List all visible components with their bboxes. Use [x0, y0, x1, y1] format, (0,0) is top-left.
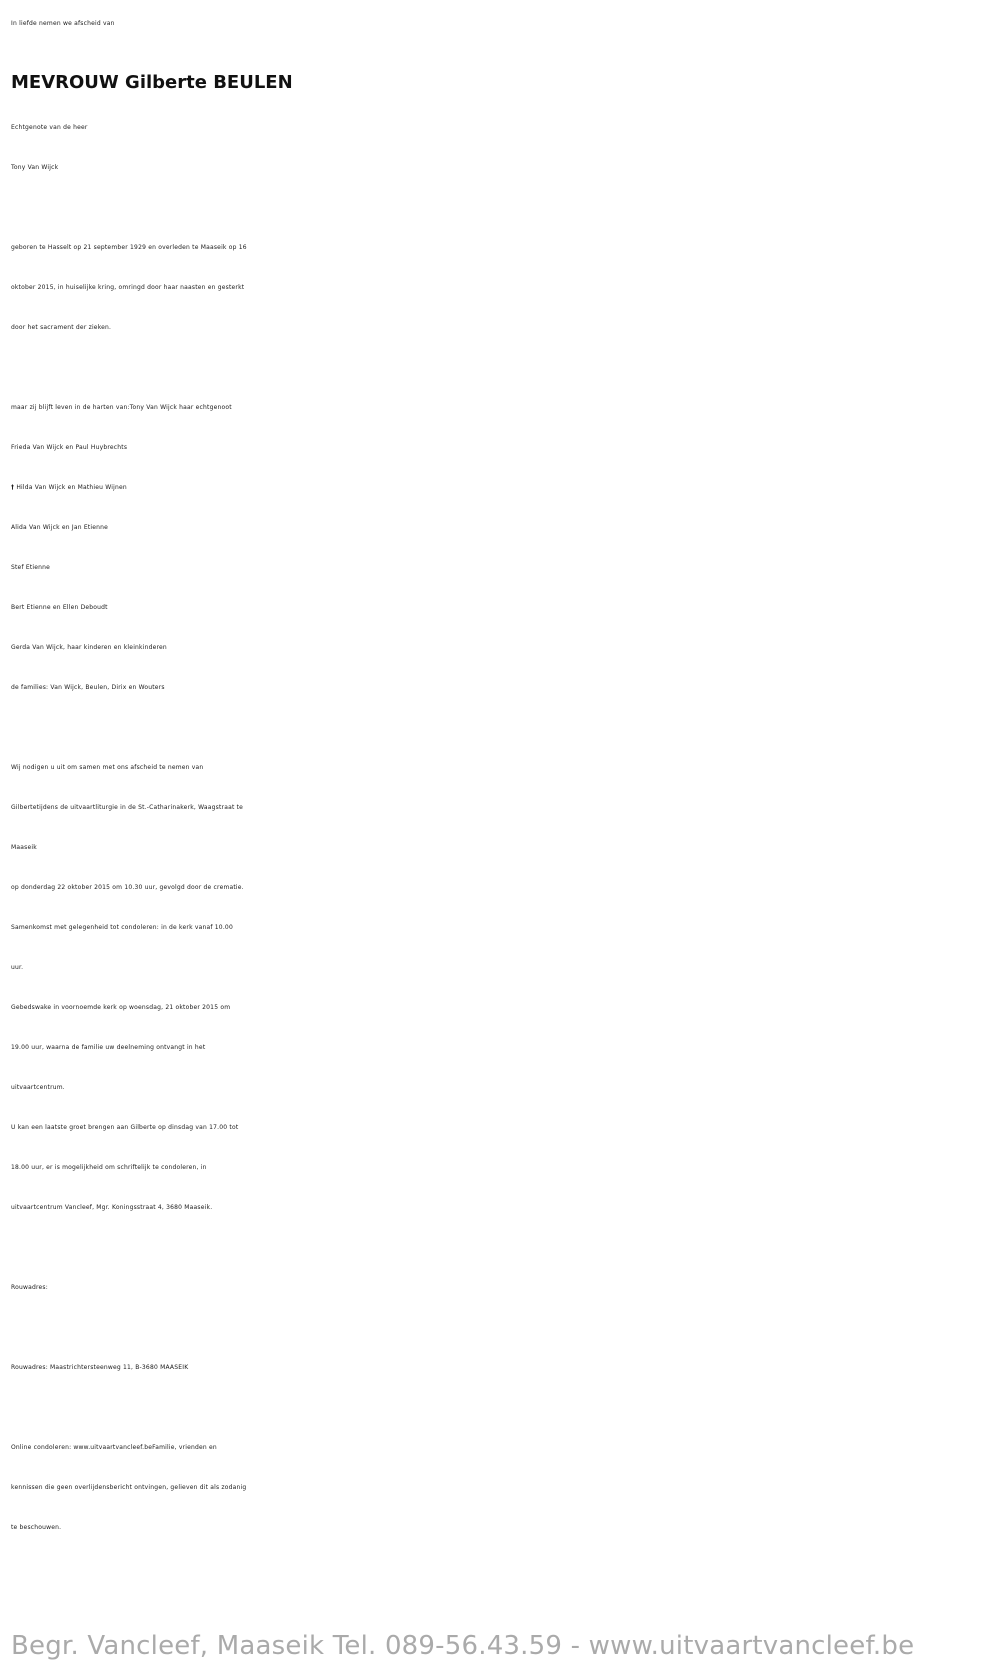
- family-line-deceased: [11, 468, 991, 508]
- paragraph-line: Maaseik: [11, 844, 37, 851]
- spacer: [11, 348, 991, 388]
- family-line: Stef Etienne: [11, 564, 51, 571]
- spacer: [11, 1228, 991, 1268]
- family-line: Bert Etienne en Ellen Deboudt: [11, 604, 108, 611]
- paragraph-line: oktober 2015, in huiselijke kring, omringd door haar naasten en gesterkt: [11, 284, 245, 291]
- birth-death-paragraph: [11, 228, 991, 348]
- paragraph-line: Samenkomst met gelegenheid tot condoleren: in de kerk vanaf 10.00: [11, 924, 233, 931]
- death-notice: [11, 4, 991, 1548]
- spouse-line: Echtgenote van de heer: [11, 124, 88, 131]
- paragraph-line: uur.: [11, 964, 24, 971]
- paragraph-line: door het sacrament der zieken.: [11, 324, 112, 331]
- funeral-home-footer: Begr. Vancleef, Maaseik Tel. 089-56.43.59 - www.uitvaartvancleef.be: [11, 1631, 915, 1661]
- invitation-paragraph: [11, 748, 991, 1228]
- family-member-name: Hilda Van Wijck en Mathieu Wijnen: [16, 484, 127, 491]
- paragraph-line: op donderdag 22 oktober 2015 om 10.30 uur, gevolgd door de crematie.: [11, 884, 244, 891]
- family-line: de families: Van Wijck, Beulen, Dirix en Wouters: [11, 684, 165, 691]
- spacer: [11, 188, 991, 228]
- spouse-name: Tony Van Wijck: [11, 164, 59, 171]
- family-line: Alida Van Wijck en Jan Etienne: [11, 524, 109, 531]
- cross-icon: †: [11, 484, 15, 491]
- family-line: Frieda Van Wijck en Paul Huybrechts: [11, 444, 128, 451]
- paragraph-line: kennissen die geen overlijdensbericht ontvingen, gelieven dit als zodanig: [11, 1484, 247, 1491]
- paragraph-line: te beschouwen.: [11, 1524, 62, 1531]
- spacer: [11, 44, 991, 58]
- paragraph-line: uitvaartcentrum Vancleef, Mgr. Koningsstraat 4, 3680 Maaseik.: [11, 1204, 213, 1211]
- paragraph-line: Online condoleren: www.uitvaartvancleef.beFamilie, vrienden en: [11, 1444, 217, 1451]
- paragraph-line: Gilbertetijdens de uitvaartliturgie in de St.-Catharinakerk, Waagstraat te: [11, 804, 244, 811]
- paragraph-line: geboren te Hasselt op 21 september 1929 en overleden te Maaseik op 16: [11, 244, 247, 251]
- family-list: [11, 388, 991, 708]
- rouwadres-label: Rouwadres:: [11, 1284, 48, 1291]
- paragraph-line: U kan een laatste groet brengen aan Gilberte op dinsdag van 17.00 tot: [11, 1124, 239, 1131]
- online-condolence-paragraph: [11, 1428, 991, 1548]
- paragraph-line: 18.00 uur, er is mogelijkheid om schriftelijk te condoleren, in: [11, 1164, 207, 1171]
- spacer: [11, 1308, 991, 1348]
- deceased-name: MEVROUW Gilberte BEULEN: [11, 72, 293, 93]
- paragraph-line: uitvaartcentrum.: [11, 1084, 65, 1091]
- paragraph-line: 19.00 uur, waarna de familie uw deelneming ontvangt in het: [11, 1044, 206, 1051]
- family-line: Gerda Van Wijck, haar kinderen en kleinkinderen: [11, 644, 167, 651]
- rouwadres-address: Rouwadres: Maastrichtersteenweg 11, B-3680 MAASEIK: [11, 1364, 189, 1371]
- intro-text: In liefde nemen we afscheid van: [11, 20, 115, 27]
- family-line: maar zij blijft leven in de harten van:Tony Van Wijck haar echtgenoot: [11, 404, 232, 411]
- paragraph-line: Wij nodigen u uit om samen met ons afscheid te nemen van: [11, 764, 204, 771]
- spacer: [11, 708, 991, 748]
- spacer: [11, 1388, 991, 1428]
- paragraph-line: Gebedswake in voornoemde kerk op woensdag, 21 oktober 2015 om: [11, 1004, 231, 1011]
